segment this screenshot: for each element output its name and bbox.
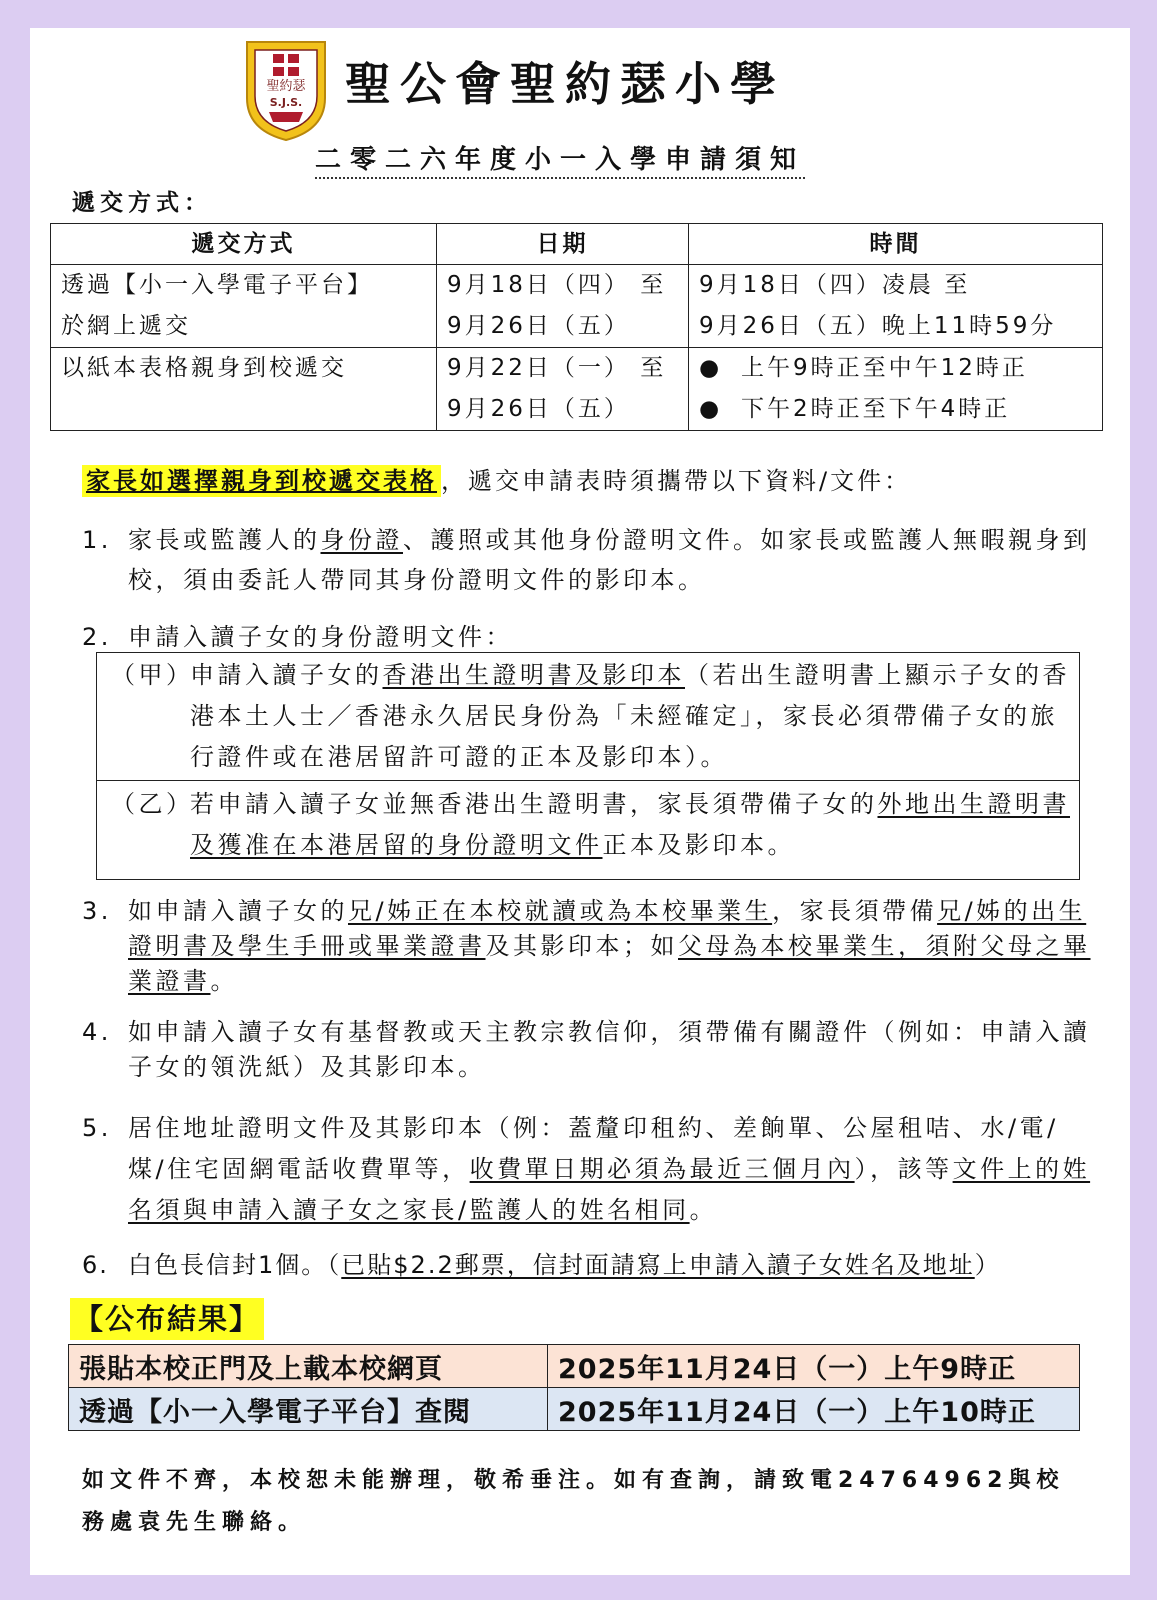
item-number: 3. (82, 897, 112, 925)
submission-table-header (51, 224, 1103, 265)
date-cell (437, 265, 689, 348)
cell-line: 9月18日（四） 至 (447, 272, 667, 298)
sub-item-text: 若申請入讀子女並無香港出生證明書，家長須帶備子女的外地出生證明書及獲准在本港居留的身份證明文件正本及影印本。 (190, 790, 1070, 859)
table-row (51, 348, 1103, 431)
cell-line: 9月22日（一） 至 (447, 355, 667, 381)
table-row (51, 265, 1103, 348)
time-bullet (699, 348, 1092, 389)
bullet-icon: ● (699, 355, 723, 381)
date-cell (437, 348, 689, 431)
document-title: 二零二六年度小一入學申請須知 (315, 144, 805, 179)
item-number: 5. (82, 1114, 112, 1142)
results-table (68, 1344, 1080, 1431)
school-crest-logo (243, 38, 329, 142)
item-text: 如申請入讀子女的兄/姊正在本校就讀或為本校畢業生，家長須帶備兄/姊的出生證明書及學生手冊或畢業證書及其影印本；如父母為本校畢業生，須附父母之畢業證書。 (128, 897, 1091, 995)
table-row (69, 1345, 1080, 1388)
bullet-text: 下午2時正至下午4時正 (741, 396, 1011, 422)
time-cell (689, 265, 1103, 348)
time-cell (689, 348, 1103, 431)
method-cell (51, 348, 437, 431)
crest-initials-text: S.J.S. (269, 96, 303, 109)
item-text: 如申請入讀子女有基督教或天主教宗教信仰，須帶備有關證件（例如：申請入讀子女的領洗紙）及其影印本。 (128, 1018, 1091, 1081)
bullet-icon: ● (699, 396, 723, 422)
sub-item-tag: （乙） (111, 790, 194, 818)
lead-rest: ，遞交申請表時須攜帶以下資料/文件： (441, 467, 912, 495)
header-date: 日期 (437, 224, 689, 265)
requirement-item-4 (82, 1015, 1092, 1085)
submission-section-label: 遞交方式： (72, 190, 212, 216)
item-number: 2. (82, 623, 112, 651)
cell-line: 透過【小一入學電子平台】 (61, 272, 373, 298)
cell-line: 以紙本表格親身到校遞交 (61, 355, 347, 381)
item-text: 家長或監護人的身份證、護照或其他身份證明文件。如家長或監護人無暇親身到校，須由委託人帶同其身份證明文件的影印本。 (128, 526, 1091, 594)
item-number: 1. (82, 526, 112, 554)
sub-item-text: 申請入讀子女的香港出生證明書及影印本（若出生證明書上顯示子女的香港本土人士／香港永久居民身份為「未經確定」，家長必須帶備子女的旅行證件或在港居留許可證的正本及影印本）。 (190, 661, 1070, 771)
cell-line: 9月26日（五） (447, 396, 630, 422)
item-text: 申請入讀子女的身份證明文件： (128, 623, 513, 651)
header-time: 時間 (689, 224, 1103, 265)
requirement-item-6 (82, 1245, 1092, 1285)
cell-line: 9月26日（五） (447, 313, 630, 339)
result-time: 2025年11月24日（一）上午9時正 (548, 1345, 1080, 1388)
result-method: 透過【小一入學電子平台】查閱 (69, 1388, 548, 1431)
item-text: 白色長信封1個。（已貼$2.2郵票，信封面請寫上申請入讀子女姓名及地址） (128, 1251, 1001, 1279)
submission-table (50, 223, 1103, 431)
notice-page (30, 28, 1130, 1575)
sub-item-a (97, 655, 1079, 778)
bullet-text: 上午9時正至中午12時正 (741, 355, 1028, 381)
header-method: 遞交方式 (51, 224, 437, 265)
method-cell (51, 265, 437, 348)
crest-chinese-text: 聖約瑟 (266, 79, 306, 94)
cell-line: 9月26日（五）晚上11時59分 (699, 313, 1057, 339)
school-name: 聖公會聖約瑟小學 (345, 57, 785, 111)
requirement-item-1 (82, 520, 1092, 600)
time-bullet (699, 389, 1092, 430)
sub-item-tag: （甲） (111, 661, 194, 689)
requirement-item-2 (82, 617, 1092, 657)
requirement-item-3 (82, 894, 1092, 999)
highlighted-lead: 家長如選擇親身到校遞交表格 (82, 465, 441, 497)
requirement-item-5 (82, 1108, 1092, 1231)
results-label: 【公布結果】 (70, 1298, 264, 1340)
box-divider (97, 780, 1079, 781)
requirements-lead (82, 463, 911, 499)
item-number: 6. (82, 1251, 109, 1279)
sub-item-b (97, 784, 1079, 866)
id-documents-box (96, 652, 1080, 880)
cell-line: 9月18日（四）凌晨 至 (699, 272, 971, 298)
item-text: 居住地址證明文件及其影印本（例：蓋釐印租約、差餉單、公屋租咭、水/電/煤/住宅固網電話收費單等，收費單日期必須為最近三個月內），該等文件上的姓名須與申請入讀子女之家長/監護人的姓名相同。 (128, 1114, 1091, 1224)
cell-line (61, 389, 426, 430)
result-method: 張貼本校正門及上載本校網頁 (69, 1345, 548, 1388)
cell-line: 於網上遞交 (61, 313, 191, 339)
result-time: 2025年11月24日（一）上午10時正 (548, 1388, 1080, 1431)
table-row (69, 1388, 1080, 1431)
contact-footer: 如文件不齊，本校恕未能辦理，敬希垂注。如有查詢，請致電24764962與校務處袁先生聯絡。 (82, 1468, 1065, 1535)
item-number: 4. (82, 1018, 112, 1046)
